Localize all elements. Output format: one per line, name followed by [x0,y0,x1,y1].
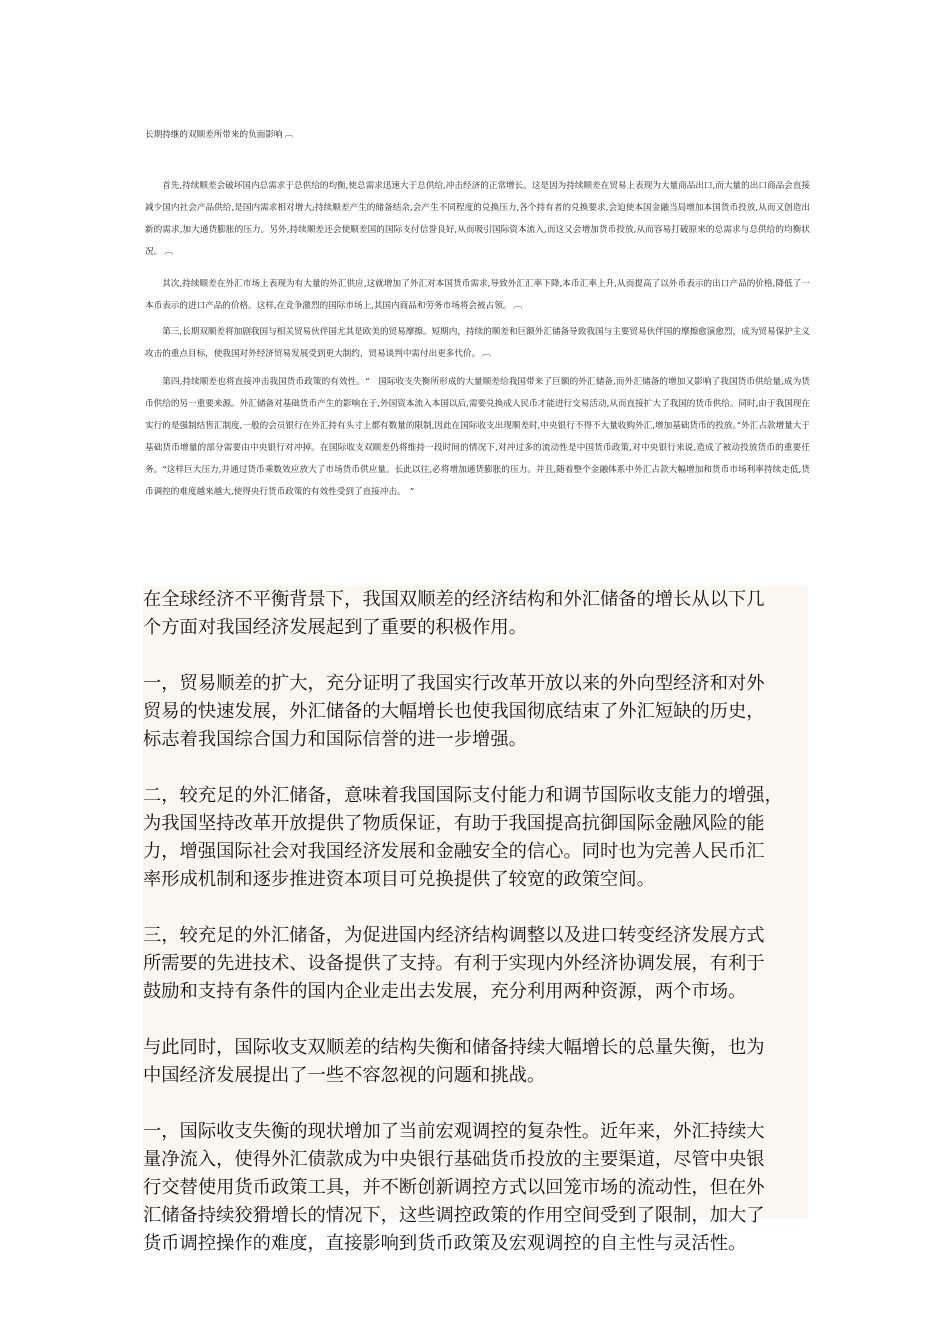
paragraph-mark-icon: ︹ [164,247,173,257]
paragraph-text: 首先,持续顺差会破坏国内总需求于总供给的均衡,使总需求迅速大于总供给,冲击经济的正常增长。这是因为持续顺差在贸易上表现为大量商品出口,而大量的出口商品会直接减少国内社会产品供给,是国内需求相对增大;持续顺差产生的储备结余,会产生不同程度的兑换压力,各个持有者的兑换要求,会迫使本国金融当局增加本国货币投放,从而又创造出新的需求,加大通货膨胀的压力。另外,持续顺差还会使顺差国的国际支付信誉良好,从而吸引国际资本流入,而这又会增加货币投放,从而容易打破原来的总需求与总供给的均衡状况。 ︹ [145,181,810,257]
paragraph-mark-icon: ︹ [513,301,522,311]
small-paragraph-3 [145,321,810,365]
paragraph-text: 第四,持续顺差也将直接冲击我国货币政策的有效性。“ 国际收支失衡所形成的大量顺差给我国带来了巨额的外汇储备,而外汇储备的增加又影响了我国货币供给量,成为货币供给的另一重要来源。外汇储备对基础货币产生的影响在于,外国资本流入本国以后,需要兑换成人民币才能进行交易活动,从而直接扩大了我国的货币供给。同时,由于我国现在实行的是强制结售汇制度,一般的会员银行在外汇持有头寸上都有数量的限制,因此在国际收支出现顺差时,中央银行不得不大量收购外汇,增加基础货币的投放。”外汇占款增量大于基础货币增量的部分需要由中央银行对冲掉。在国际收支双顺差仍将维持一段时间的情况下,对冲过多的流动性是中国货币政策,对中央银行来说,造成了被动投放货币的重要任务。“这样巨大压力,并通过货币乘数效应放大了市场货币供应量。长此以往,必将增加通货膨胀的压力。并且,随着整个金融体系中外汇占款大幅增加和货币市场利率持续走低,货币调控的难度越来越大,使得央行货币政策的有效性受到了直接冲击。 ” [145,377,810,497]
small-paragraph-1 [145,175,810,263]
big-paragraph-1: 在全球经济不平衡背景下，我国双顺差的经济结构和外汇储备的增长从以下几 个方面对我国经济发展起到了重要的积极作用。 [143,589,765,638]
small-paragraph-2 [145,273,810,317]
big-paragraph-3: 二，较充足的外汇储备，意味着我国国际支付能力和调节国际收支能力的增强， 为我国坚持改革开放提供了物质保证，有助于我国提高抗御国际金融风险的能 力，增强国际社会对我国经济发展和金融安全的信心。同时也为完善人民币汇 率形成机制和逐步推进资本项目可兑换提供了较宽的政策空间。 [143,785,783,890]
small-heading-block [145,124,810,148]
paragraph-mark-icon: ︹ [284,130,293,140]
big-paragraph-2: 一，贸易顺差的扩大，充分证明了我国实行改革开放以来的外向型经济和对外 贸易的快速发展，外汇储备的大幅增长也使我国彻底结束了外汇短缺的历史， 标志着我国综合国力和国际信誉的进一步增强。 [143,673,765,750]
highlighted-text-block [143,586,808,1254]
paragraph-mark-icon: ︹ [482,349,491,359]
big-paragraph-4: 三，较充足的外汇储备，为促进国内经济结构调整以及进口转变经济发展方式 所需要的先进技术、设备提供了支持。有利于实现内外经济协调发展，有利于 鼓励和支持有条件的国内企业走出去发展，充分利用两种资源，两个市场。 [143,925,765,1002]
paragraph-text: 其次,持续顺差在外汇市场上表现为有大量的外汇供应,这就增加了外汇对本国货币需求,导致外汇汇率下降,本币汇率上升,从而提高了以外币表示的出口产品的价格,降低了一本币表示的进口产品的价格。这样,在竞争激烈的国际市场上,其国内商品和劳务市场将会被占领。 ︹ [145,279,810,311]
big-paragraph-5: 与此同时，国际收支双顺差的结构失衡和储备持续大幅增长的总量失衡，也为 中国经济发展提出了一些不容忽视的问题和挑战。 [143,1037,765,1086]
section-heading: 长期持继的双顺差所带来的负面影响 ︹ [145,130,293,140]
paragraph-text: 第三,长期双顺差将加剧我国与相关贸易伙伴国尤其是欧美的贸易摩擦。短期内，持续的顺差和巨额外汇储备导致我国与主要贸易伙伴国的摩擦愈演愈烈，成为贸易保护主义攻击的重点目标，使我国对外经济贸易发展受到更大制约，贸易谈判中需付出更多代价。 ︹ [145,327,810,359]
big-paragraph-6: 一，国际收支失衡的现状增加了当前宏观调控的复杂性。近年来，外汇持续大 量净流入，使得外汇债款成为中央银行基础货币投放的主要渠道，尽管中央银 行交替使用货币政策工具，并不断创新调控方式以回笼市场的流动性，但在外 汇储备持续狡猾增长的情况下，这些调控政策的作用空间受到了限制，加大了 货币调控操作的难度，直接影响到货币政策及宏观调控的自主性与灵活性。 [143,1121,765,1254]
small-paragraph-4 [145,371,810,503]
